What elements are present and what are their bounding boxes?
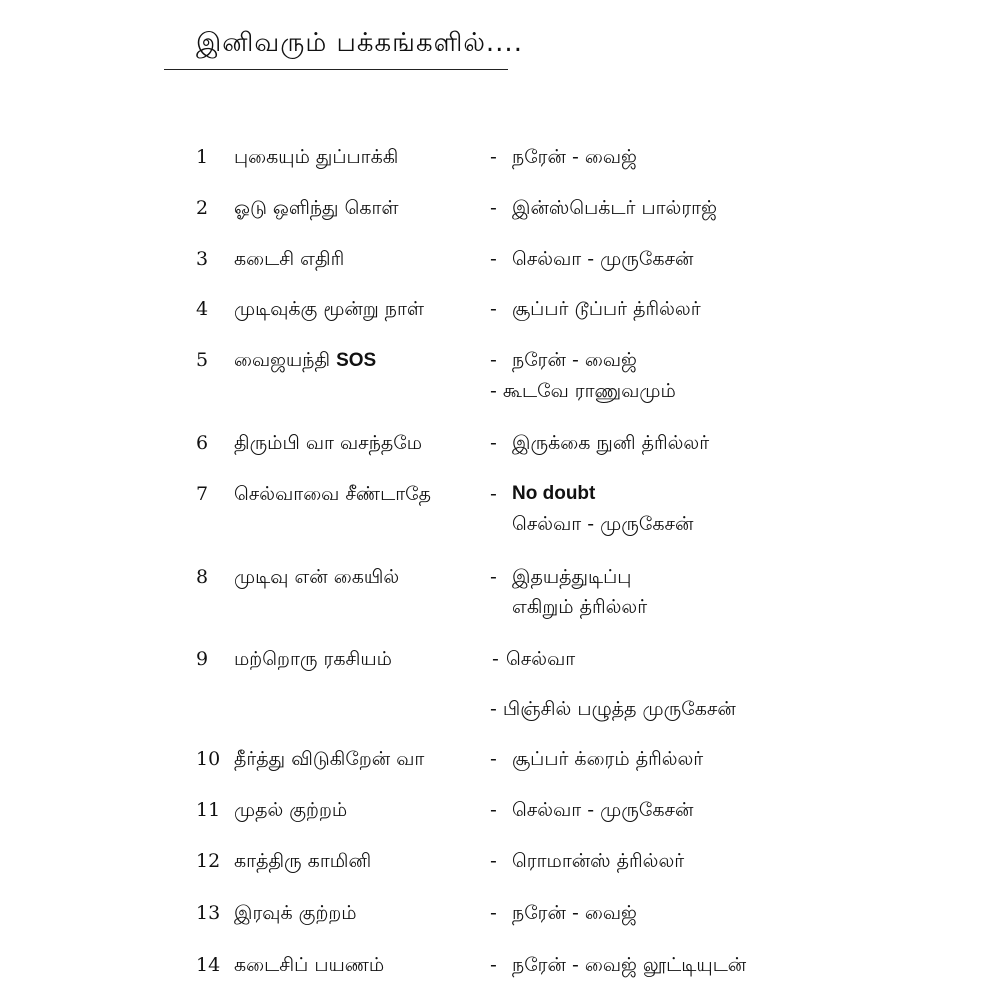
item-author: செல்வா - முருகேசன் bbox=[512, 248, 694, 270]
page-heading: இனிவரும் பக்கங்களில்.... bbox=[196, 28, 523, 58]
item-author-extra: எகிறும் த்ரில்லர் bbox=[512, 596, 648, 618]
item-dash: - bbox=[490, 850, 497, 872]
item-dash: - bbox=[490, 349, 497, 371]
item-author: சூப்பர் டூப்பர் த்ரில்லர் bbox=[512, 298, 701, 320]
item-dash: - bbox=[490, 566, 497, 588]
item-number: 6 bbox=[196, 432, 209, 454]
item-number: 2 bbox=[196, 197, 209, 219]
list-item bbox=[0, 196, 1000, 236]
list-item bbox=[0, 798, 1000, 838]
item-dash: - bbox=[490, 197, 497, 219]
item-author: நரேன் - வைஜ் bbox=[512, 349, 637, 371]
item-author: சூப்பர் க்ரைம் த்ரில்லர் bbox=[512, 748, 704, 770]
item-dash: - bbox=[490, 954, 497, 976]
item-number: 9 bbox=[196, 648, 209, 670]
item-number: 13 bbox=[196, 902, 221, 924]
item-title: காத்திரு காமினி bbox=[234, 850, 372, 872]
item-number: 7 bbox=[196, 483, 209, 505]
list-item bbox=[0, 297, 1000, 337]
item-dash: - bbox=[490, 483, 497, 505]
item-author: இன்ஸ்பெக்டர் பால்ராஜ் bbox=[512, 197, 717, 219]
item-dash: - bbox=[490, 432, 497, 454]
item-title: கடைசிப் பயணம் bbox=[234, 954, 385, 976]
item-number: 1 bbox=[196, 146, 209, 168]
item-title: தீர்த்து விடுகிறேன் வா bbox=[234, 748, 425, 770]
item-number: 3 bbox=[196, 248, 209, 270]
item-number: 10 bbox=[196, 748, 221, 770]
item-title: முதல் குற்றம் bbox=[234, 799, 348, 821]
item-author-extra: செல்வா - முருகேசன் bbox=[512, 513, 694, 535]
item-title: செல்வாவை சீண்டாதே bbox=[234, 483, 432, 505]
item-title: ஓடு ஒளிந்து கொள் bbox=[234, 197, 399, 219]
item-author: நரேன் - வைஜ் லூட்டியுடன் bbox=[512, 954, 747, 976]
item-title: மற்றொரு ரகசியம் bbox=[234, 648, 392, 670]
list-item bbox=[0, 901, 1000, 941]
item-title bbox=[234, 348, 376, 373]
item-dash: - bbox=[490, 248, 497, 270]
item-title: முடிவுக்கு மூன்று நாள் bbox=[234, 298, 425, 320]
list-item bbox=[0, 747, 1000, 787]
item-title: முடிவு என் கையில் bbox=[234, 566, 400, 588]
list-item bbox=[0, 348, 1000, 408]
list-item bbox=[0, 482, 1000, 542]
item-dash: - bbox=[490, 748, 497, 770]
item-title: புகையும் துப்பாக்கி bbox=[234, 146, 399, 168]
item-author: செல்வா bbox=[506, 648, 576, 670]
item-title-text: வைஜயந்தி bbox=[234, 349, 331, 371]
list-item bbox=[0, 145, 1000, 185]
list-item bbox=[0, 953, 1000, 993]
item-title: கடைசி எதிரி bbox=[234, 248, 345, 270]
item-author: No doubt bbox=[512, 483, 596, 504]
item-number: 11 bbox=[196, 799, 221, 821]
item-title-suffix: SOS bbox=[336, 350, 377, 371]
item-number: 12 bbox=[196, 850, 221, 872]
item-author: செல்வா - முருகேசன் bbox=[512, 799, 694, 821]
list-item bbox=[0, 849, 1000, 889]
item-number: 8 bbox=[196, 566, 209, 588]
item-number: 14 bbox=[196, 954, 221, 976]
item-author: ரொமான்ஸ் த்ரில்லர் bbox=[512, 850, 685, 872]
item-number: 5 bbox=[196, 349, 209, 371]
list-item bbox=[0, 565, 1000, 625]
item-author: நரேன் - வைஜ் bbox=[512, 146, 637, 168]
item-dash: - bbox=[490, 902, 497, 924]
list-item bbox=[0, 247, 1000, 287]
item-dash: - bbox=[490, 298, 497, 320]
item-author: நரேன் - வைஜ் bbox=[512, 902, 637, 924]
item-author: இதயத்துடிப்பு bbox=[512, 566, 632, 588]
item-dash: - bbox=[492, 648, 499, 670]
item-title: இரவுக் குற்றம் bbox=[234, 902, 357, 924]
item-author-extra: - கூடவே ராணுவமும் bbox=[490, 380, 676, 402]
item-title: திரும்பி வா வசந்தமே bbox=[234, 432, 423, 454]
item-dash: - bbox=[490, 146, 497, 168]
item-author: இருக்கை நுனி த்ரில்லர் bbox=[512, 432, 710, 454]
list-item bbox=[0, 647, 1000, 727]
item-dash: - bbox=[490, 799, 497, 821]
item-author-extra: - பிஞ்சில் பழுத்த முருகேசன் bbox=[490, 698, 736, 720]
item-number: 4 bbox=[196, 298, 209, 320]
list-item bbox=[0, 431, 1000, 471]
